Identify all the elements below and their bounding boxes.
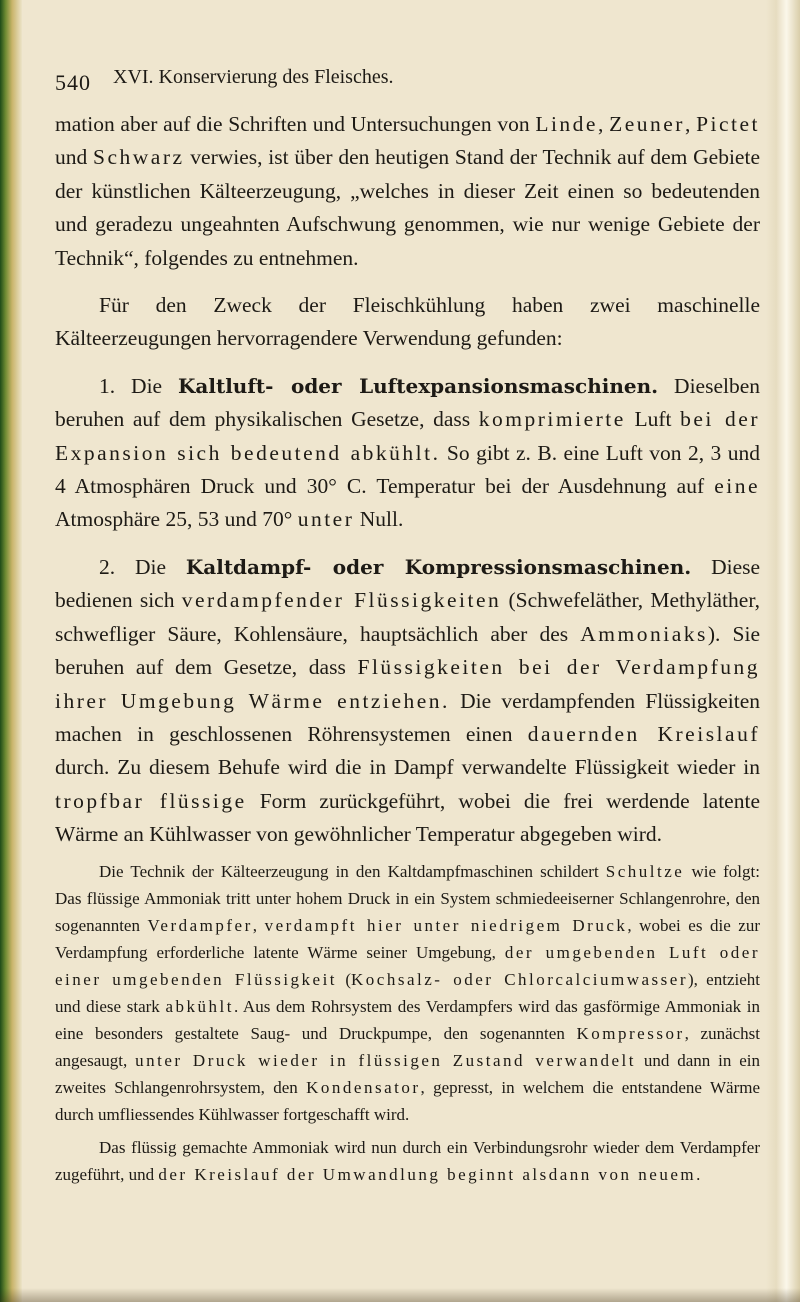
section-heading-compression: Kaltdampf- oder Kompressionsmaschinen. xyxy=(185,554,692,579)
text-run: verwies, ist über den heutigen Stand der Technik auf dem Gebiete der künstlichen Kälteerzeugung, „welches in dieser Zeit einen so bedeutenden und geradezu ungeahnten Aufschwung genommen, wie nur wenige Gebiete der Technik“, folgendes zu entnehmen. xyxy=(55,145,760,270)
text-run: Das flüssig gemachte Ammoniak wird nun durch ein Verbindungsrohr wieder dem Verdampfer zugeführt, und xyxy=(55,1137,760,1184)
text-run: Atmosphäre 25, 53 und 70° xyxy=(55,507,298,532)
emphasis: tropfbar flüssige xyxy=(55,788,247,813)
emphasis: komprimierte xyxy=(478,407,626,432)
emphasis: unter xyxy=(297,507,355,532)
text-run: mation aber auf die Schriften und Untersuchungen von xyxy=(55,112,536,136)
text-run: Luft xyxy=(625,407,681,432)
emphasis: der umgebenden Luft oder einer umgebenden Flüssigkeit xyxy=(55,942,760,989)
emphasis: bei der Expansion sich bedeutend abkühlt. xyxy=(55,407,761,465)
emphasis: Ammoniaks xyxy=(580,621,708,646)
emphasis: Verdampfer xyxy=(147,915,253,935)
book-binding-edge xyxy=(0,0,22,1302)
text-run: wie folgt: Das flüssige Ammoniak tritt unter hohem Druck in ein System schmiedeeiserner Schlangenrohre, den sogenannten xyxy=(55,861,760,935)
author-pictet: Pictet xyxy=(696,112,761,136)
emphasis: verdampfender Flüssigkeiten xyxy=(181,588,502,613)
paragraph-intro xyxy=(55,108,760,275)
text-run: , xyxy=(684,112,697,136)
section-heading-air: Kaltluft- oder Luftexpansionsmaschinen. xyxy=(178,373,659,398)
author-schwarz: Schwarz xyxy=(93,145,185,170)
running-head: XVI. Konservierung des Fleisches. xyxy=(113,66,394,88)
text-run: , wobei es die zur Verdampfung erforderliche latente Wärme seiner Umgebung, xyxy=(55,915,761,962)
page-number: 540 xyxy=(55,70,91,95)
book-page xyxy=(55,62,760,1188)
page-header xyxy=(55,62,760,94)
text-run: So gibt z. B. eine Luft von 2, 3 und 4 Atmosphären Druck und 30° C. Temperatur bei der Ausdehnung auf xyxy=(55,440,760,499)
text-run: Null. xyxy=(354,507,404,532)
emphasis: unter Druck wieder in flüssigen Zustand verwandelt xyxy=(135,1050,636,1070)
text-run: und xyxy=(55,145,94,170)
emphasis: Kondensator xyxy=(306,1077,421,1097)
text-run: Die Technik der Kälteerzeugung in den Kaltdampfmaschinen schildert xyxy=(99,861,606,881)
text-run: ), entzieht und diese stark xyxy=(55,969,760,1016)
text-run: Form zurückgeführt, wobei die frei werdende latente Wärme an Kühlwasser von gewöhnlicher Temperatur abgegeben wird. xyxy=(55,788,760,847)
text-run: , zunächst angesaugt, xyxy=(55,1023,760,1070)
emphasis: Kompressor xyxy=(576,1023,685,1043)
paragraph-purpose: Für den Zweck der Fleischkühlung haben zwei maschinelle Kälteerzeugungen hervorragendere Verwendung gefunden: xyxy=(55,293,760,351)
emphasis: eine xyxy=(714,474,760,499)
text-run: und dann in ein zweites Schlangenrohrsystem, den xyxy=(55,1050,761,1097)
author-schultze: Schultze xyxy=(605,861,685,881)
page-edge-right xyxy=(766,0,800,1302)
text-run: Diese bedienen sich xyxy=(55,554,761,613)
page-bottom-shadow xyxy=(0,1288,800,1302)
text-run: , gepresst, in welchem die entstandene Wärme durch umfliessendes Kühlwasser fortgeschafft wird. xyxy=(55,1077,760,1124)
author-linde: Linde xyxy=(535,112,598,136)
text-run: 1. Die xyxy=(99,373,179,398)
author-zeuner: Zeuner xyxy=(609,112,685,136)
emphasis: der Kreislauf der Umwandlung beginnt alsdann von neuem. xyxy=(158,1164,703,1184)
text-run: , xyxy=(252,915,265,935)
text-run: . Aus dem Rohrsystem des Verdampfers wird das gasförmige Ammoniak in eine besonders gestaltete Saug- und Druckpumpe, den sogenannten xyxy=(55,996,760,1043)
text-run: 2. Die xyxy=(99,554,186,579)
emphasis: Flüssigkeiten bei der Verdampfung ihrer Umgebung Wärme entziehen. xyxy=(55,655,760,713)
paragraph-compression-machines xyxy=(55,551,760,852)
paragraph-schultze-quote xyxy=(55,858,760,1128)
text-run: Dieselben beruhen auf dem physikalischen Gesetze, dass xyxy=(55,373,761,432)
text-run: (Schwefeläther, Methyläther, schwefliger Säure, Kohlensäure, hauptsächlich aber des xyxy=(55,588,760,646)
text-run: ). Sie beruhen auf dem Gesetze, dass xyxy=(55,621,760,680)
emphasis: dauernden Kreislauf xyxy=(527,721,760,746)
text-run: ( xyxy=(337,969,351,989)
text-run: Die verdampfenden Flüssigkeiten machen in geschlossenen Röhrensystemen einen xyxy=(55,688,760,746)
emphasis: Kochsalz- oder Chlorcalciumwasser xyxy=(351,969,688,989)
paragraph-cycle xyxy=(55,1134,760,1188)
paragraph-air-machines xyxy=(55,370,760,537)
emphasis: verdampft hier unter niedrigem Druck xyxy=(264,915,628,935)
emphasis: abkühlt xyxy=(165,996,234,1016)
text-run: , xyxy=(597,112,610,136)
text-run: durch. Zu diesem Behufe wird die in Dampf verwandelte Flüssigkeit wieder in xyxy=(55,755,760,780)
